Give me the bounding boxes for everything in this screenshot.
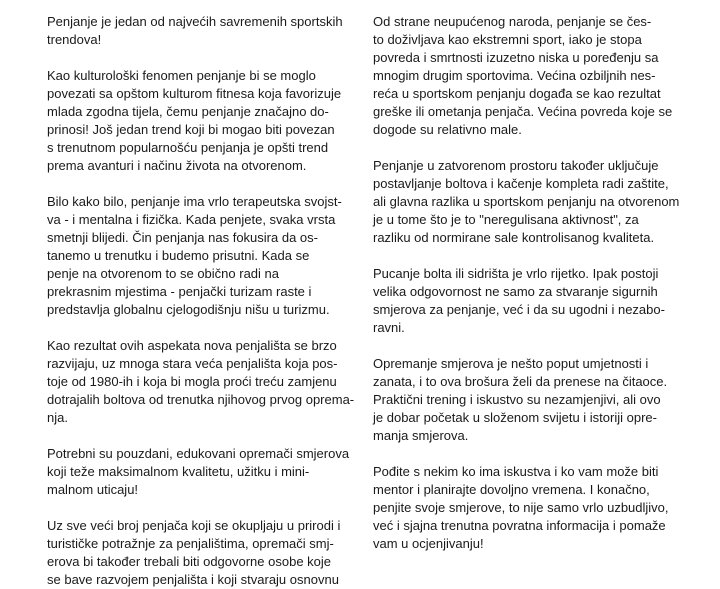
text-line: vam u ocjenjivanju! bbox=[373, 536, 484, 551]
paragraph-gap bbox=[373, 247, 685, 265]
text-line: to doživljava kao ekstremni sport, iako je stopa bbox=[373, 32, 642, 47]
text-line: dogode su relativno male. bbox=[373, 122, 522, 137]
text-line: Uz sve veći broj penjača koji se okupljaju u prirodi i bbox=[47, 518, 341, 533]
right-column bbox=[373, 13, 685, 553]
paragraph-gap bbox=[47, 49, 359, 67]
text-line: tanemo u trenutku i budemo prisutni. Kada se bbox=[47, 248, 310, 263]
text-line: već i sjajna trenutna povratna informacija i pomaže bbox=[373, 518, 666, 533]
text-line: je dobar početak u složenom svijetu i istoriji opre- bbox=[373, 410, 657, 425]
text-line: erova bi također trebali biti odgovorne osobe koje bbox=[47, 554, 332, 569]
text-line: s trenutnom popularnošću penjanja je opšti trend bbox=[47, 140, 329, 155]
paragraph-gap bbox=[373, 337, 685, 355]
text-line: penje na otvorenom to se obično radi na bbox=[47, 266, 279, 281]
text-line: manja smjerova. bbox=[373, 428, 469, 443]
text-line: penjite svoje smjerove, to nije samo vrlo uzbudljivo, bbox=[373, 500, 669, 515]
left-paragraph-4 bbox=[47, 337, 359, 427]
text-line: mlada zgodna tijela, čemu penjanje značajno do- bbox=[47, 104, 329, 119]
text-line: turističke potražnje za penjalištima, opremači smj- bbox=[47, 536, 334, 551]
text-line: Penjanje je jedan od najvećih savremenih sportskih bbox=[47, 14, 343, 29]
text-line: va - i mentalna i fizička. Kada penjete, svaka vrsta bbox=[47, 212, 336, 227]
text-line: predstavlja globalnu cjelogodišnju nišu u turizmu. bbox=[47, 302, 330, 317]
text-line: Kao rezultat ovih aspekata nova penjališta se brzo bbox=[47, 338, 337, 353]
text-line: greške ili ometanja penjača. Većina povreda koje se bbox=[373, 104, 673, 119]
text-line: Opremanje smjerova je nešto poput umjetnosti i bbox=[373, 356, 649, 371]
text-line: Pođite s nekim ko ima iskustva i ko vam može biti bbox=[373, 464, 659, 479]
text-line: zanata, i to ova brošura želi da prenese na čitaoce. bbox=[373, 374, 668, 389]
text-line: postavljanje boltova i kačenje kompleta radi zaštite, bbox=[373, 176, 669, 191]
text-line: malnom uticaju! bbox=[47, 482, 139, 497]
text-line: razvijaju, uz mnoga stara veća penjališta koja pos- bbox=[47, 356, 338, 371]
right-paragraph-1 bbox=[373, 13, 685, 139]
paragraph-gap bbox=[47, 427, 359, 445]
text-line: Pucanje bolta ili sidrišta je vrlo rijetko. Ipak postoji bbox=[373, 266, 659, 281]
text-line: prinosi! Još jedan trend koji bi mogao biti povezan bbox=[47, 122, 335, 137]
text-line: razliku od normirane sale kontrolisanog kvaliteta. bbox=[373, 230, 655, 245]
paragraph-gap bbox=[47, 319, 359, 337]
paragraph-gap bbox=[373, 445, 685, 463]
text-line: prekrasnim mjestima - penjački turizam raste i bbox=[47, 284, 312, 299]
text-line: smetnji blijedi. Čin penjanja nas fokusira da os- bbox=[47, 230, 318, 245]
text-line: je u tome što je to "neregulisana aktivnost", za bbox=[373, 212, 639, 227]
text-line: Praktični trening i iskustvo su nezamjenjivi, ali ovo bbox=[373, 392, 661, 407]
text-line: toje od 1980-ih i koja bi mogla proći treću zamjenu bbox=[47, 374, 337, 389]
paragraph-gap bbox=[47, 175, 359, 193]
text-line: reća u sportskom penjanju događa se kao rezultat bbox=[373, 86, 661, 101]
right-paragraph-4 bbox=[373, 355, 685, 445]
text-line: Potrebni su pouzdani, edukovani opremači smjerova bbox=[47, 446, 350, 461]
paragraph-gap bbox=[47, 499, 359, 517]
text-line: dotrajalih boltova od trenutka njihovog prvog oprema- bbox=[47, 392, 355, 407]
left-paragraph-5 bbox=[47, 445, 359, 499]
left-column bbox=[47, 13, 359, 589]
text-line: povezati sa opštom kulturom fitnesa koja favorizuje bbox=[47, 86, 342, 101]
text-line: Od strane neupućenog naroda, penjanje se čes- bbox=[373, 14, 652, 29]
text-line: povreda i smrtnosti izuzetno niska u poređenju sa bbox=[373, 50, 659, 65]
left-paragraph-6 bbox=[47, 517, 359, 589]
text-line: Kao kulturološki fenomen penjanje bi se moglo bbox=[47, 68, 316, 83]
paragraph-gap bbox=[373, 139, 685, 157]
right-paragraph-3 bbox=[373, 265, 685, 337]
text-line: ravni. bbox=[373, 320, 405, 335]
left-paragraph-3 bbox=[47, 193, 359, 319]
text-line: ali glavna razlika u sportskom penjanju na otvorenom bbox=[373, 194, 680, 209]
text-line: smjerova za penjanje, već i da su ugodni i nezabo- bbox=[373, 302, 665, 317]
text-line: velika odgovornost ne samo za stvaranje sigurnih bbox=[373, 284, 658, 299]
text-line: Bilo kako bilo, penjanje ima vrlo terapeutska svojst- bbox=[47, 194, 342, 209]
text-line: se bave razvojem penjališta i koji stvaraju osnovnu bbox=[47, 572, 339, 587]
text-line: prema avanturi i načinu života na otvorenom. bbox=[47, 158, 307, 173]
text-line: koji teže maksimalnom kvalitetu, užitku i mini- bbox=[47, 464, 310, 479]
text-line: nja. bbox=[47, 410, 68, 425]
text-line: mentor i planirajte dovoljno vremena. I konačno, bbox=[373, 482, 650, 497]
left-paragraph-1 bbox=[47, 13, 359, 49]
text-line: mnogim drugim sportovima. Većina ozbiljnih nes- bbox=[373, 68, 656, 83]
right-paragraph-2 bbox=[373, 157, 685, 247]
text-line: Penjanje u zatvorenom prostoru također uključuje bbox=[373, 158, 659, 173]
right-paragraph-5 bbox=[373, 463, 685, 553]
left-paragraph-2 bbox=[47, 67, 359, 175]
text-line: trendova! bbox=[47, 32, 102, 47]
